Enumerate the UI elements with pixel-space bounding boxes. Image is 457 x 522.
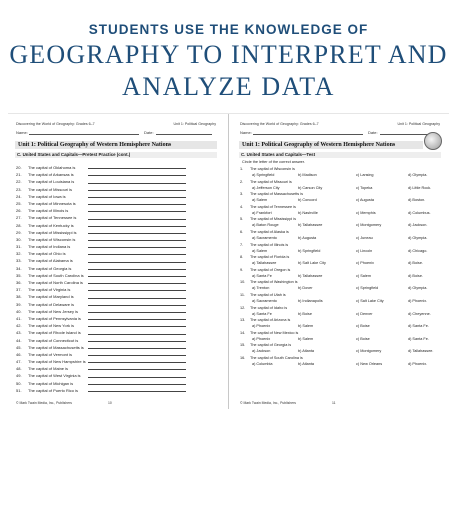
answer-blank[interactable] bbox=[88, 211, 186, 212]
item-number: 46. bbox=[16, 351, 22, 357]
answer-options bbox=[240, 311, 444, 317]
list-item bbox=[16, 171, 216, 178]
answer-blank[interactable] bbox=[88, 183, 186, 184]
answer-blank[interactable] bbox=[88, 305, 186, 306]
answer-blank[interactable] bbox=[88, 290, 186, 291]
unit-title-bar: Unit 1: Political Geography of Western Hemisphere Nations bbox=[15, 141, 217, 149]
item-number: 44. bbox=[16, 337, 22, 343]
answer-option[interactable]: c) Salt Lake City bbox=[356, 299, 384, 303]
answer-blank[interactable] bbox=[88, 269, 186, 270]
banner bbox=[0, 0, 457, 112]
answer-blank[interactable] bbox=[88, 377, 186, 378]
answer-blank[interactable] bbox=[88, 384, 186, 385]
list-item bbox=[16, 372, 216, 379]
worksheet-spread bbox=[8, 113, 449, 409]
item-text: The capital of Georgia is bbox=[28, 265, 72, 271]
question-number: 7. bbox=[240, 242, 244, 247]
answer-option[interactable]: d) Columbus. bbox=[408, 210, 431, 215]
answer-blank[interactable] bbox=[88, 283, 186, 284]
name-label: Name: bbox=[16, 130, 28, 135]
page-number: 10 bbox=[108, 401, 112, 405]
answer-option[interactable]: c) Lansing bbox=[356, 173, 374, 177]
item-text: The capital of Tennessee is bbox=[28, 215, 77, 221]
item-number: 25. bbox=[16, 200, 22, 206]
item-text: The capital of New York is bbox=[28, 323, 75, 329]
answer-blank[interactable] bbox=[88, 348, 186, 349]
book-title: Discovering the World of Geography: Grades 6–7 bbox=[240, 122, 319, 126]
question-text: The capital of Florida is bbox=[250, 255, 290, 260]
date-label: Date: bbox=[368, 130, 378, 135]
item-number: 29. bbox=[16, 229, 22, 235]
item-text: The capital of Minnesota is bbox=[28, 200, 76, 206]
item-text: The capital of Wisconsin is bbox=[28, 236, 76, 242]
list-item bbox=[16, 229, 216, 236]
answer-blank[interactable] bbox=[88, 298, 186, 299]
item-number: 38. bbox=[16, 294, 22, 300]
answer-options bbox=[240, 285, 444, 291]
answer-option[interactable]: d) Cheyenne. bbox=[408, 311, 431, 316]
answer-options bbox=[240, 210, 444, 216]
item-text: The capital of Connecticut is bbox=[28, 337, 79, 343]
question-number: 8. bbox=[240, 255, 244, 260]
answer-option[interactable]: c) Memphis bbox=[356, 210, 376, 215]
answer-option[interactable]: d) Olympia. bbox=[408, 236, 428, 240]
answer-option[interactable]: a) Sacramento bbox=[252, 299, 277, 303]
question-number: 5. bbox=[240, 217, 244, 222]
item-text: The capital of Massachusetts is bbox=[28, 344, 84, 350]
item-text: The capital of Arkansas is bbox=[28, 172, 74, 178]
question-number: 15. bbox=[240, 343, 246, 348]
item-text: The capital of Michigan is bbox=[28, 380, 74, 386]
question bbox=[240, 267, 444, 279]
answer-option[interactable]: d) Santa Fe. bbox=[408, 324, 429, 329]
item-text: The capital of Mississippi is bbox=[28, 229, 77, 235]
list-item bbox=[16, 250, 216, 257]
item-text: The capital of Kentucky is bbox=[28, 222, 74, 228]
item-number: 35. bbox=[16, 272, 22, 278]
question bbox=[240, 355, 444, 367]
question bbox=[240, 254, 444, 266]
answer-options bbox=[240, 260, 444, 266]
question-number: 6. bbox=[240, 230, 244, 234]
answer-option[interactable]: b) Salem bbox=[298, 336, 314, 341]
item-text: The capital of Maryland is bbox=[28, 294, 74, 300]
answer-option[interactable]: b) Atlanta bbox=[298, 362, 315, 366]
item-number: 21. bbox=[16, 172, 22, 178]
list-item bbox=[16, 207, 216, 214]
answer-options bbox=[240, 222, 444, 228]
item-number: 42. bbox=[16, 323, 22, 329]
name-line bbox=[253, 134, 363, 135]
globe-icon bbox=[424, 132, 442, 150]
answer-option[interactable]: d) Santa Fe. bbox=[408, 336, 429, 341]
item-text: The capital of Illinois is bbox=[28, 208, 69, 214]
list-item bbox=[16, 315, 216, 322]
answer-blank[interactable] bbox=[88, 190, 186, 191]
list-item bbox=[16, 186, 216, 193]
item-text: The capital of West Virginia is bbox=[28, 373, 81, 379]
answer-option[interactable]: d) Olympia. bbox=[408, 173, 428, 177]
answer-blank[interactable] bbox=[88, 254, 186, 255]
answer-option[interactable]: c) Boise bbox=[356, 324, 370, 329]
item-text: The capital of New Jersey is bbox=[28, 308, 79, 314]
item-text: The capital of Missouri is bbox=[28, 186, 73, 192]
question-number: 9. bbox=[240, 267, 244, 272]
answer-options bbox=[240, 248, 444, 254]
answer-options bbox=[240, 298, 444, 304]
item-number: 31. bbox=[16, 244, 22, 250]
answer-option[interactable]: b) Carson City bbox=[298, 185, 323, 190]
answer-option[interactable]: b) Indianapolis bbox=[298, 299, 323, 303]
item-number: 34. bbox=[16, 265, 22, 271]
item-number: 28. bbox=[16, 222, 22, 228]
list-item bbox=[16, 365, 216, 372]
answer-option[interactable]: d) Chicago. bbox=[408, 248, 428, 253]
item-text: The capital of Oklahoma is bbox=[28, 165, 76, 170]
book-title: Discovering the World of Geography: Grades 6–7 bbox=[16, 122, 95, 126]
item-number: 41. bbox=[16, 315, 22, 321]
answer-blank[interactable] bbox=[88, 355, 186, 356]
answer-option[interactable]: d) Phoenix. bbox=[408, 299, 428, 303]
answer-options bbox=[240, 172, 444, 178]
item-text: The capital of Puerto Rico is bbox=[28, 387, 79, 393]
question-number: 4. bbox=[240, 204, 244, 209]
item-text: The capital of Pennsylvania is bbox=[28, 315, 81, 321]
list-item bbox=[16, 344, 216, 351]
question-number: 12. bbox=[240, 305, 246, 310]
answer-option[interactable]: d) Little Rock. bbox=[408, 185, 432, 190]
question-number: 3. bbox=[240, 192, 244, 197]
question-text: The capital of Alaska is bbox=[250, 230, 289, 234]
question bbox=[240, 204, 444, 216]
left-page-header bbox=[16, 122, 216, 126]
question bbox=[240, 179, 444, 191]
question bbox=[240, 242, 444, 254]
item-number: 36. bbox=[16, 280, 22, 285]
answer-option[interactable]: a) Tallahassee bbox=[252, 261, 277, 266]
list-item bbox=[16, 308, 216, 315]
question-text: The capital of Illinois is bbox=[250, 242, 289, 247]
question-text: The capital of South Carolina is bbox=[250, 356, 303, 360]
list-item bbox=[16, 243, 216, 250]
answer-option[interactable]: a) Trenton bbox=[252, 286, 270, 291]
question-text: The capital of Massachusetts is bbox=[250, 192, 303, 197]
item-number: 23. bbox=[16, 186, 22, 192]
question bbox=[240, 279, 444, 291]
item-number: 39. bbox=[16, 301, 22, 307]
answer-blank[interactable] bbox=[88, 319, 186, 320]
answer-options bbox=[240, 348, 444, 354]
answer-option[interactable]: c) Montgomery bbox=[356, 223, 382, 228]
answer-option[interactable]: c) Topeka bbox=[356, 185, 373, 190]
answer-option[interactable]: a) Jackson bbox=[252, 349, 271, 354]
answer-blank[interactable] bbox=[88, 262, 186, 263]
answer-option[interactable]: b) Nashville bbox=[298, 210, 318, 215]
question-text: The capital of Oregon is bbox=[250, 267, 291, 272]
question-text: The capital of Missouri is bbox=[250, 179, 292, 184]
copyright: © Mark Twain Media, Inc., Publishers bbox=[16, 401, 72, 405]
answer-option[interactable]: b) Dover bbox=[298, 286, 313, 291]
question bbox=[240, 330, 444, 342]
answer-option[interactable]: b) Salem bbox=[298, 324, 314, 329]
list-item bbox=[16, 351, 216, 358]
item-number: 24. bbox=[16, 193, 22, 199]
date-label: Date: bbox=[144, 130, 154, 135]
instructions: Circle the letter of the correct answer. bbox=[242, 160, 305, 164]
item-text: The capital of Louisiana is bbox=[28, 179, 75, 185]
item-text: The capital of Delaware is bbox=[28, 301, 75, 307]
answer-blank[interactable] bbox=[88, 276, 186, 277]
list-item bbox=[16, 265, 216, 272]
answer-option[interactable]: a) Santa Fe bbox=[252, 273, 272, 278]
answer-option[interactable]: c) New Orleans bbox=[356, 362, 383, 366]
answer-option[interactable]: c) Augusta bbox=[356, 198, 374, 203]
answer-option[interactable]: c) Salem bbox=[356, 273, 371, 278]
item-text: The capital of Iowa is bbox=[28, 193, 66, 199]
item-text: The capital of Virginia is bbox=[28, 287, 71, 293]
answer-blank[interactable] bbox=[88, 168, 186, 169]
answer-option[interactable]: b) Tallahassee bbox=[298, 273, 323, 278]
item-number: 49. bbox=[16, 373, 22, 379]
item-number: 40. bbox=[16, 308, 22, 314]
answer-blank[interactable] bbox=[88, 362, 186, 363]
right-page bbox=[234, 114, 446, 409]
answer-option[interactable]: d) Olympia. bbox=[408, 286, 428, 291]
answer-option[interactable]: a) Frankfort bbox=[252, 210, 272, 215]
answer-option[interactable]: a) Phoenix bbox=[252, 336, 271, 341]
answer-blank[interactable] bbox=[88, 175, 186, 176]
right-page-header bbox=[240, 122, 440, 126]
answer-options bbox=[240, 336, 444, 342]
answer-option[interactable]: b) Tallahassee bbox=[298, 223, 323, 228]
answer-option[interactable]: a) Baton Rouge bbox=[252, 223, 279, 228]
list-item bbox=[16, 387, 216, 394]
answer-option[interactable]: d) Boise. bbox=[408, 261, 423, 266]
item-text: The capital of South Carolina is bbox=[28, 272, 84, 278]
answer-option[interactable]: d) Boise. bbox=[408, 273, 423, 278]
question-number: 16. bbox=[240, 356, 246, 360]
answer-blank[interactable] bbox=[88, 204, 186, 205]
list-item bbox=[16, 193, 216, 200]
answer-option[interactable]: c) Springfield bbox=[356, 286, 379, 291]
item-text: The capital of North Carolina is bbox=[28, 280, 83, 285]
item-number: 27. bbox=[16, 215, 22, 221]
answer-option[interactable]: d) Boston. bbox=[408, 198, 426, 203]
answer-option[interactable]: d) Jackson. bbox=[408, 223, 428, 228]
list-item bbox=[16, 279, 216, 286]
item-number: 22. bbox=[16, 179, 22, 185]
list-item bbox=[16, 301, 216, 308]
answer-blank[interactable] bbox=[88, 326, 186, 327]
answer-option[interactable]: a) Salem bbox=[252, 198, 268, 203]
answer-blank[interactable] bbox=[88, 341, 186, 342]
answer-option[interactable]: c) Boise bbox=[356, 336, 370, 341]
list-item bbox=[16, 286, 216, 293]
unit-title-bar: Unit 1: Political Geography of Western Hemisphere Nations bbox=[239, 141, 423, 149]
section-heading: C. United States and Capitals—Test bbox=[239, 152, 441, 158]
pretest-list bbox=[16, 164, 216, 394]
question bbox=[240, 166, 444, 178]
banner-line-2: GEOGRAPHY TO INTERPRET AND bbox=[9, 40, 448, 69]
list-item bbox=[16, 200, 216, 207]
item-text: The capital of Maine is bbox=[28, 366, 69, 372]
banner-line-3: ANALYZE DATA bbox=[121, 72, 336, 101]
item-text: The capital of Indiana is bbox=[28, 244, 71, 250]
answer-blank[interactable] bbox=[88, 233, 186, 234]
item-number: 20. bbox=[16, 165, 22, 170]
answer-option[interactable]: b) Concord bbox=[298, 198, 317, 203]
list-item bbox=[16, 293, 216, 300]
question-text: The capital of Arizona is bbox=[250, 318, 291, 323]
answer-option[interactable]: c) Lincoln bbox=[356, 248, 373, 253]
answer-option[interactable]: d) Phoenix. bbox=[408, 362, 428, 366]
answer-option[interactable]: a) Columbia bbox=[252, 362, 273, 366]
answer-blank[interactable] bbox=[88, 219, 186, 220]
list-item bbox=[16, 380, 216, 387]
question bbox=[240, 292, 444, 304]
unit-short-label: Unit 1: Political Geography bbox=[397, 122, 440, 126]
question-number: 11. bbox=[240, 293, 245, 297]
list-item bbox=[16, 322, 216, 329]
question-number: 2. bbox=[240, 179, 244, 184]
answer-option[interactable]: b) Springfield bbox=[298, 248, 321, 253]
list-item bbox=[16, 214, 216, 221]
name-date-line bbox=[240, 130, 440, 136]
item-number: 32. bbox=[16, 251, 22, 257]
banner-line-1: STUDENTS USE THE KNOWLEDGE OF bbox=[88, 22, 369, 37]
item-text: The capital of Vermont is bbox=[28, 351, 73, 357]
page-footer bbox=[16, 401, 216, 405]
answer-options bbox=[240, 197, 444, 203]
list-item bbox=[16, 164, 216, 171]
answer-blank[interactable] bbox=[88, 312, 186, 313]
list-item bbox=[16, 358, 216, 365]
question-text: The capital of Tennessee is bbox=[250, 204, 296, 209]
item-number: 48. bbox=[16, 366, 22, 372]
item-number: 50. bbox=[16, 380, 22, 386]
question-number: 1. bbox=[240, 167, 244, 171]
answer-option[interactable]: a) Santa Fe bbox=[252, 311, 272, 316]
answer-option[interactable]: a) Sacramento bbox=[252, 236, 277, 240]
answer-option[interactable]: b) Atlanta bbox=[298, 349, 315, 354]
unit-short-label: Unit 1: Political Geography bbox=[173, 122, 216, 126]
section-heading: C. United States and Capitals—Pretest Practice (cont.) bbox=[15, 152, 217, 158]
name-label: Name: bbox=[240, 130, 252, 135]
item-number: 45. bbox=[16, 344, 22, 350]
answer-blank[interactable] bbox=[88, 247, 186, 248]
answer-option[interactable]: c) Montgomery bbox=[356, 349, 382, 354]
answer-option[interactable]: a) Salem bbox=[252, 248, 268, 253]
page-gutter bbox=[228, 114, 229, 409]
answer-option[interactable]: a) Phoenix bbox=[252, 324, 271, 329]
question bbox=[240, 216, 444, 228]
question-text: The capital of New Mexico is bbox=[250, 330, 299, 335]
answer-blank[interactable] bbox=[88, 240, 186, 241]
list-item bbox=[16, 236, 216, 243]
item-text: The capital of Rhode Island is bbox=[28, 330, 81, 336]
answer-option[interactable]: b) Augusta bbox=[298, 236, 317, 240]
name-line bbox=[29, 134, 139, 135]
name-date-line bbox=[16, 130, 216, 136]
question-number: 10. bbox=[240, 280, 246, 285]
page-number: 11 bbox=[332, 401, 336, 405]
item-number: 37. bbox=[16, 287, 22, 293]
item-number: 43. bbox=[16, 330, 22, 336]
question bbox=[240, 229, 444, 241]
question-text: The capital of Idaho is bbox=[250, 305, 288, 310]
question-text: The capital of Washington is bbox=[250, 280, 298, 285]
answer-options bbox=[240, 185, 444, 191]
copyright: © Mark Twain Media, Inc., Publishers bbox=[240, 401, 296, 405]
question-number: 14. bbox=[240, 330, 246, 335]
item-number: 30. bbox=[16, 236, 22, 242]
item-number: 51. bbox=[16, 387, 22, 393]
date-line bbox=[156, 134, 212, 135]
answer-option[interactable]: c) Denver bbox=[356, 311, 373, 316]
question bbox=[240, 342, 444, 354]
answer-option[interactable]: d) Tallahassee. bbox=[408, 349, 434, 354]
question bbox=[240, 317, 444, 329]
answer-options bbox=[240, 273, 444, 279]
answer-options bbox=[240, 235, 444, 241]
list-item bbox=[16, 337, 216, 344]
item-text: The capital of Ohio is bbox=[28, 251, 66, 257]
item-number: 33. bbox=[16, 258, 22, 264]
answer-option[interactable]: b) Salt Lake City bbox=[298, 261, 326, 266]
list-item bbox=[16, 329, 216, 336]
answer-blank[interactable] bbox=[88, 369, 186, 370]
list-item bbox=[16, 272, 216, 279]
question-number: 13. bbox=[240, 318, 246, 323]
question-text: The capital of Mississippi is bbox=[250, 217, 297, 222]
list-item bbox=[16, 222, 216, 229]
list-item bbox=[16, 178, 216, 185]
question bbox=[240, 305, 444, 317]
left-page bbox=[10, 114, 222, 409]
list-item bbox=[16, 257, 216, 264]
answer-option[interactable]: b) Madison bbox=[298, 173, 317, 177]
answer-option[interactable]: c) Phoenix bbox=[356, 261, 374, 266]
page-footer bbox=[240, 401, 440, 405]
answer-option[interactable]: a) Jefferson City bbox=[252, 185, 280, 190]
answer-blank[interactable] bbox=[88, 334, 186, 335]
question-text: The capital of Utah is bbox=[250, 293, 286, 297]
answer-option[interactable]: b) Boise bbox=[298, 311, 312, 316]
item-number: 47. bbox=[16, 359, 22, 365]
item-text: The capital of Alabama is bbox=[28, 258, 73, 264]
answer-options bbox=[240, 361, 444, 367]
answer-blank[interactable] bbox=[88, 197, 186, 198]
answer-blank[interactable] bbox=[88, 226, 186, 227]
question-text: The capital of Wisconsin is bbox=[250, 167, 295, 171]
answer-option[interactable]: a) Springfield bbox=[252, 173, 275, 177]
answer-blank[interactable] bbox=[88, 391, 186, 392]
answer-option[interactable]: c) Juneau bbox=[356, 236, 373, 240]
item-number: 26. bbox=[16, 208, 22, 214]
answer-options bbox=[240, 323, 444, 329]
question-text: The capital of Georgia is bbox=[250, 343, 292, 348]
question bbox=[240, 191, 444, 203]
item-text: The capital of New Hampshire is bbox=[28, 359, 86, 365]
